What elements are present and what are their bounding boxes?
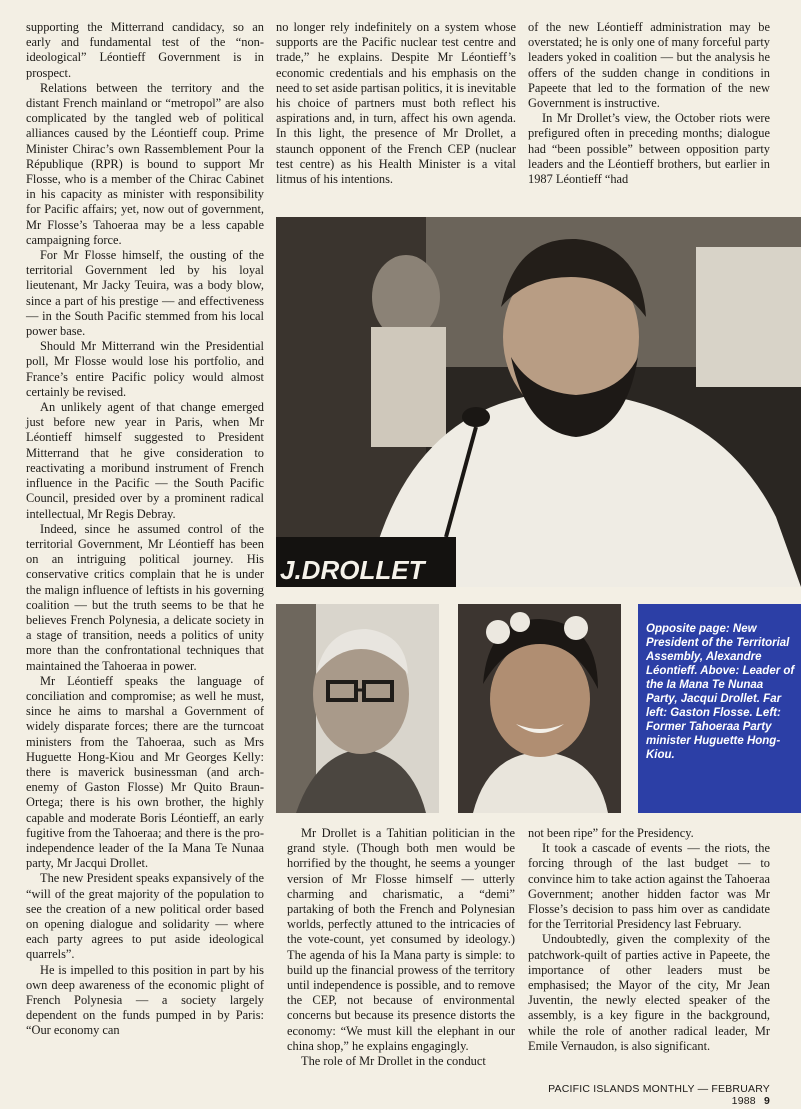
paragraph: Mr Léontieff speaks the language of conciliation and compromise; as well he must, since he aims to marshal a Government of widely disparate forces; there are the turncoat ministers from the Tahoeraa, such as Mrs Huguette Hong-Kiou and Mr Georges Kelly: there is maverick businessman (and arch-enemy of Gaston Flosse) Mr Quito Braun-Ortega; there is his own brother, the highly capable and moderate Boris Léontieff, an early fugitive from the Tahoeraa; and there is the pro-independence leader of the Ia Mana Te Nunaa party, Mr Jacqui Drollet.	[26, 673, 264, 871]
paragraph: An unlikely agent of that change emerged just before new year in Paris, when Mr Léontieff himself suggested to President Mitterrand that he give consideration to reactivating a moribund instrument of French influence in the Pacific — the South Pacific Council, presided over by a prominent radical intellectual, Mr Regis Debray.	[26, 400, 264, 521]
article-column-2-bottom	[287, 826, 515, 1069]
nameplate-label: J.DROLLET	[280, 555, 425, 585]
article-column-3-bottom	[528, 826, 770, 1054]
photo-caption-box	[638, 604, 801, 813]
publication-line: PACIFIC ISLANDS MONTHLY — FEBRUARY 1988	[548, 1083, 770, 1107]
paragraph: not been ripe” for the Presidency.	[528, 826, 694, 840]
page-footer	[530, 1083, 770, 1107]
paragraph: Relations between the territory and the distant French mainland or “metropol” are also complicated by the tangled web of political alliances caused by the Léontieff coup. Prime Minister Chirac’s own Rassemblement Pour la République (RPR) is bound to support Mr Flosse, who is a member of the Chirac Cabinet in his capacity as minister with responsibility for Pacific affairs; yet, now out of government, Mr Flosse’s Tahoeraa may be a less capable campaigning force.	[26, 80, 264, 247]
paragraph: Mr Drollet is a Tahitian politician in the grand style. (Though both men would be horrified by the thought, he seems a younger version of Mr Flosse himself — utterly charming and charismatic, a “demi” partaking of both the French and Polynesian worlds, perfectly attuned to the intricacies of the vote-count, yet consumed by ideology.) The agenda of his Ia Mana party is simple: to build up the financial prowess of the territory until independence is possible, and to remove the CEP, not because of environmental concerns but because its presence distorts the economy: “We must kill the elephant in our china shop,” he explains engagingly.	[287, 826, 515, 1053]
paragraph: of the new Léontieff administration may be overstated; he is only one of many forceful party leaders yoked in coalition — but the analysis he offers of the sudden change in conditions in Papeete that led to the formation of the new Government is instructive.	[528, 20, 770, 111]
paragraph: In Mr Drollet’s view, the October riots were prefigured often in preceding months; dialogue had “been possible” between opposition party leaders and the Léontieff brothers, but earlier in 1987 Léontieff “had	[528, 111, 770, 187]
paragraph: Should Mr Mitterrand win the Presidential poll, Mr Flosse would lose his portfolio, and France’s entire Pacific policy would almost certainly be revised.	[26, 339, 264, 399]
paragraph: supporting the Mitterrand candidacy, so an early and fundamental test of the “non-ideological” Léontieff Government is in prospect.	[26, 20, 264, 80]
paragraph: For Mr Flosse himself, the ousting of the territorial Government led by his loyal lieutenant, Mr Jacky Teuira, was a body blow, since a part of his prestige — and effectiveness — in the South Pacific stemmed from his local power base.	[26, 248, 264, 339]
paragraph: Indeed, since he assumed control of the territorial Government, Mr Léontieff has been on an intriguing political journey. His conservative critics complain that he is under the malign influence of leftists in his governing coalition — but the truth seems to be that he believes French Polynesia, a delicate society in a stage of transition, needs a politics of unity more than the confrontational techniques that maintained the Tahoeraa in power.	[26, 521, 264, 673]
article-column-3-top	[528, 20, 770, 187]
paragraph: The new President speaks expansively of the “will of the great majority of the population to see the creation of a new political order based on opening dialogue and solidarity — where each party agrees to put aside ideological quarrels”.	[26, 871, 264, 962]
paragraph: The role of Mr Drollet in the conduct	[301, 1054, 486, 1069]
photo-caption: Opposite page: New President of the Territorial Assembly, Alexandre Léontieff. Above: Leader of the Ia Mana Te Nunaa Party, Jacqui Drollet. Far left: Gaston Flosse. Left: Former Tahoeraa Party minister Huguette Hong-Kiou.	[646, 623, 795, 761]
page-number: 9	[763, 1095, 770, 1107]
article-column-2-top	[276, 20, 516, 187]
photo-huguette-hong-kiou	[458, 604, 621, 813]
photo-jacqui-drollet	[276, 217, 801, 587]
article-column-1	[26, 20, 264, 1039]
paragraph: no longer rely indefinitely on a system whose supports are the Pacific nuclear test centre and trade,” he explains. Despite Mr Léontieff’s economic credentials and his emphasis on the need to set aside partisan politics, it is inevitable his choice of partners must both reflect his aspirations and, in turn, affect his own agenda. In this light, the presence of Mr Drollet, a staunch opponent of the French CEP (nuclear test centre) as his Health Minister is a vital litmus of his intentions.	[276, 20, 516, 187]
photo-gaston-flosse	[276, 604, 439, 813]
paragraph: Undoubtedly, given the complexity of the patchwork-quilt of parties active in Papeete, the importance of other leaders must be emphasised; the Mayor of the city, Mr Jean Juventin, the newly elected speaker of the assembly, is a key figure in the background, while the role of another radical leader, Mr Emile Vernaudon, is also significant.	[528, 932, 770, 1053]
paragraph: He is impelled to this position in part by his own deep awareness of the economic plight of French Polynesia — a society largely dependent on the funds pumped in by Paris: “Our economy can	[26, 962, 264, 1038]
paragraph: It took a cascade of events — the riots, the forcing through of the last budget — to convince him to take action against the Tahoeraa Government; another hidden factor was Mr Flosse’s decision to pass him over as candidate for the Territorial Presidency last February.	[528, 841, 770, 932]
